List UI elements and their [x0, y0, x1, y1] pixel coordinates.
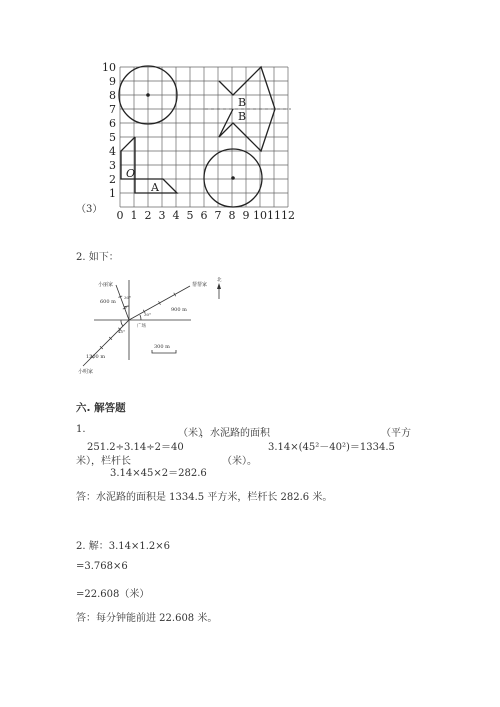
label-a: A: [151, 181, 159, 194]
y-tick-label: 3: [109, 159, 116, 172]
map-scale-bar: [152, 350, 176, 353]
x-tick-label: 8: [228, 209, 236, 222]
q2-solution-line-1: 2. 解：3.14×1.2×6: [76, 541, 171, 552]
y-tick-label: 2: [109, 173, 116, 186]
q1-unit-square: （平方: [381, 428, 411, 439]
x-tick-label: 10: [253, 209, 267, 222]
label-b-upper: B: [238, 96, 247, 109]
label-o: O: [126, 167, 136, 180]
x-tick-label: 9: [242, 209, 250, 222]
y-tick-label: 10: [102, 61, 116, 74]
map-angle-arc-1: [124, 306, 129, 307]
y-tick-label: 8: [109, 89, 116, 102]
direction-map: [76, 275, 246, 380]
x-tick-label: 1: [130, 209, 138, 222]
label-b-lower: B: [238, 110, 247, 123]
x-tick-label: 7: [214, 209, 222, 222]
x-tick-label: 0: [116, 209, 124, 222]
map-label-guangchang: 广场: [137, 324, 146, 329]
map-north-arrowhead: [217, 283, 221, 289]
map-path-xiaoli: [116, 285, 132, 320]
x-tick-label: 6: [200, 209, 208, 222]
y-tick-label: 4: [109, 145, 116, 158]
map-label-xiaoming: 小明家: [78, 369, 94, 375]
q1-expr-radius: 251.2÷3.14÷2＝40: [87, 442, 184, 453]
map-label-1200m: 1200 m: [86, 354, 106, 360]
y-tick-label: 6: [109, 117, 116, 130]
q1-expr-railing: 3.14×45×2＝282.6: [110, 468, 207, 479]
map-label-xiaoli: 小丽家: [98, 282, 114, 288]
x-tick-label: 4: [172, 209, 180, 222]
q1-blank-unit-2: （米）。: [222, 456, 257, 467]
q2-solution-line-2: =3.768×6: [76, 561, 128, 572]
x-tick-label: 3: [158, 209, 166, 222]
map-label-north: 北: [217, 278, 222, 283]
map-label-600m: 600 m: [100, 299, 116, 305]
y-tick-label: 9: [109, 75, 116, 88]
q1-answer: 答：水泥路的面积是 1334.5 平方米，栏杆长 282.6 米。: [76, 492, 333, 503]
q1-text-railing: 米），栏杆长: [76, 456, 131, 467]
x-axis-ticks: [117, 209, 296, 222]
y-tick-label: 1: [109, 187, 116, 200]
map-label-scale: 300 m: [154, 344, 170, 350]
grid-lines: [120, 67, 288, 207]
map-label-900m: 900 m: [171, 307, 187, 313]
map-label-angle-30-east: 30°: [144, 312, 152, 317]
section-6-title: 六. 解答题: [76, 402, 126, 414]
map-angle-arc-2: [140, 315, 141, 320]
q1-text-area: ，水泥路的面积: [200, 428, 270, 439]
q1-expr-area: 3.14×(45²－40²)＝1334.5: [268, 442, 395, 453]
part-3-label: （3）: [76, 204, 103, 215]
y-tick-label: 5: [109, 131, 116, 144]
x-tick-label: 12: [281, 209, 295, 222]
x-tick-label: 5: [186, 209, 194, 222]
map-label-bangbang: 帮帮家: [192, 282, 208, 288]
map-label-angle-45: 45°: [118, 329, 126, 334]
y-axis-ticks: [102, 61, 116, 200]
x-tick-label: 11: [267, 209, 281, 222]
lower-circle-center: [231, 176, 235, 180]
x-tick-label: 2: [144, 209, 152, 222]
upper-circle-center: [146, 93, 150, 97]
q2-solution-line-3: =22.608（米）: [76, 589, 150, 600]
q1-blank-unit-1: （米）: [178, 428, 208, 439]
grid-figure: [95, 58, 300, 223]
q2-answer: 答：每分钟能前进 22.608 米。: [76, 613, 218, 624]
q2-diagram-title: 2. 如下：: [76, 252, 119, 263]
map-label-angle-30-north: 30°: [124, 295, 132, 300]
q1-number: 1.: [76, 424, 86, 435]
y-tick-label: 7: [109, 103, 116, 116]
map-angle-arc-3: [121, 320, 123, 326]
